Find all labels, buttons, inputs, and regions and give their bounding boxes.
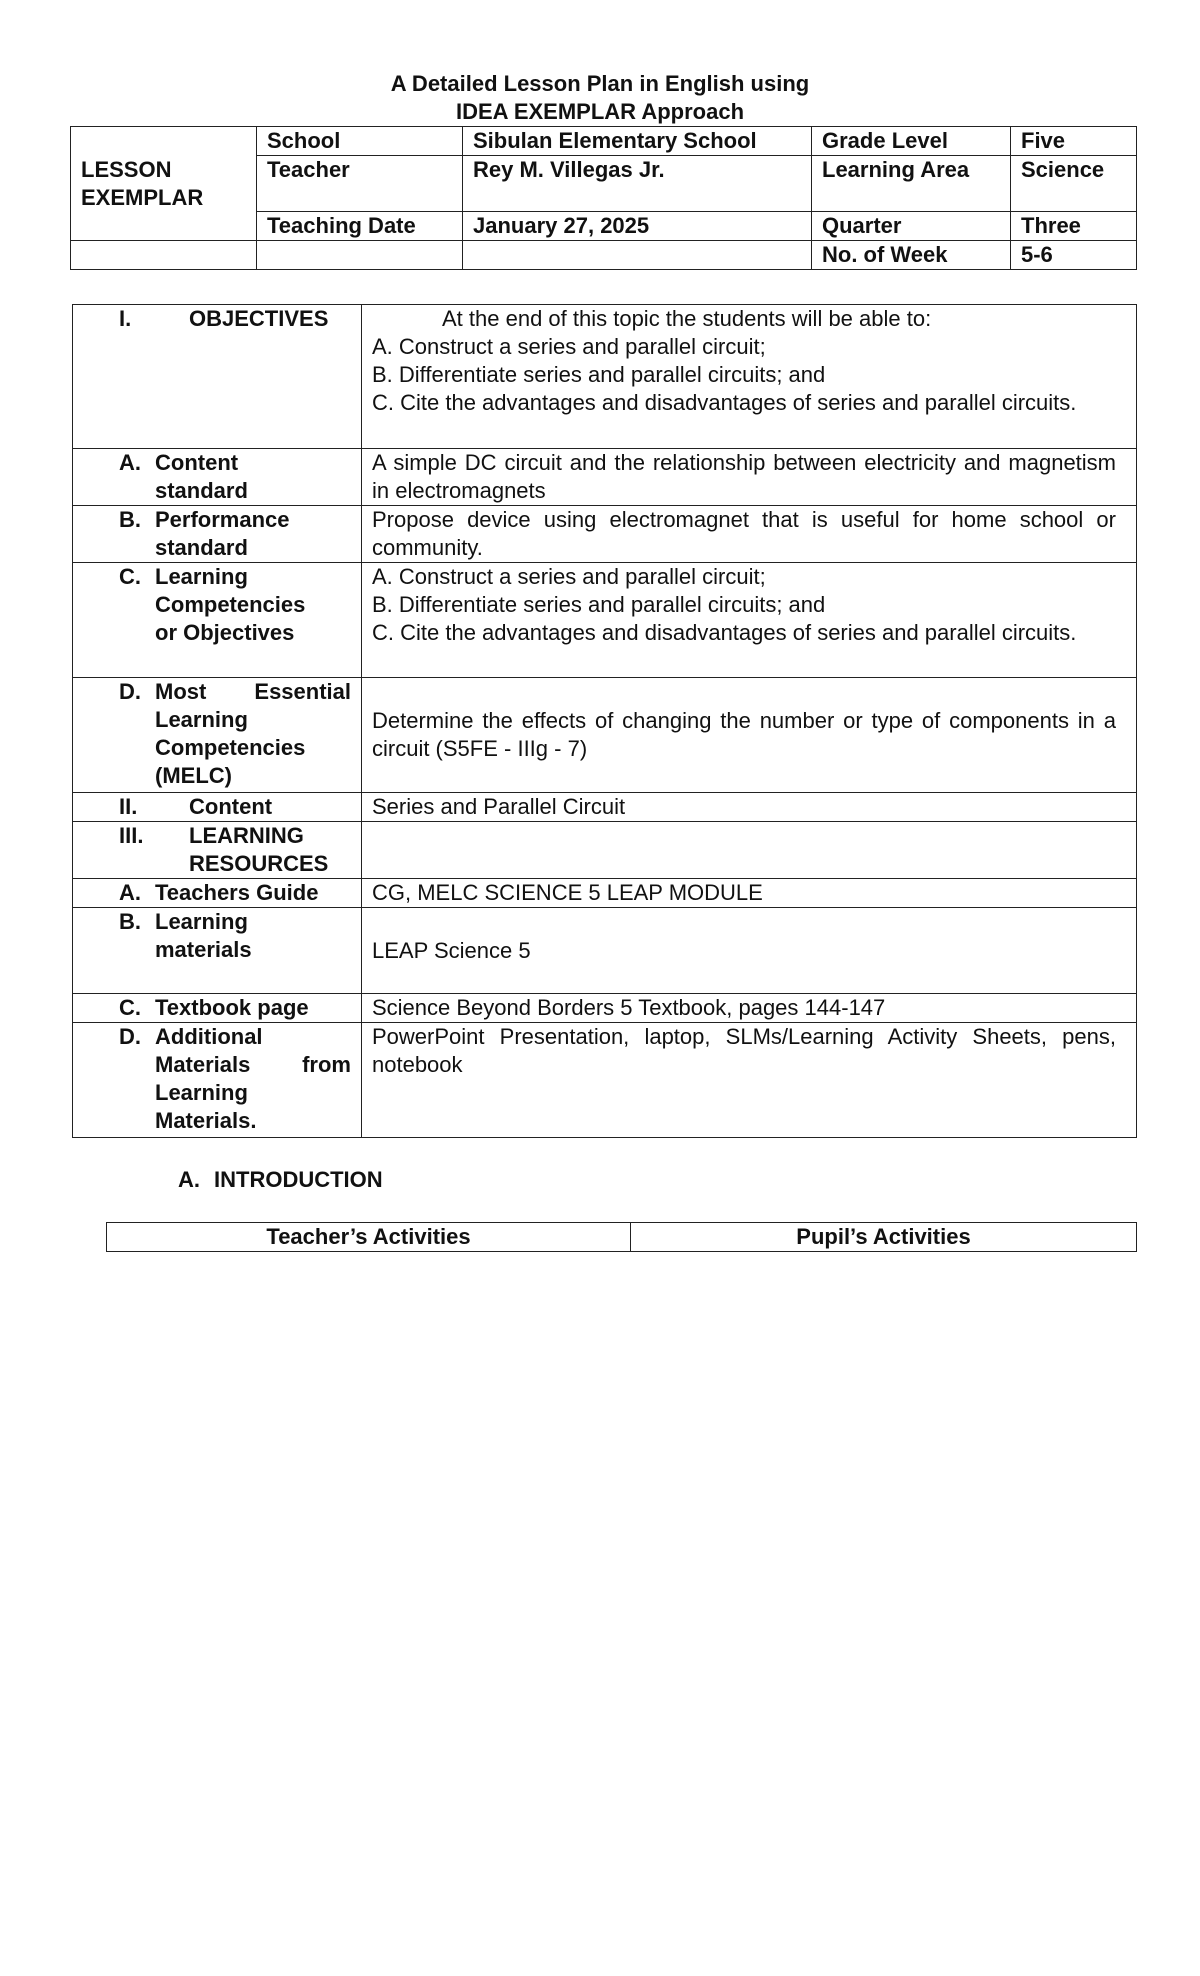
header-empty-cell bbox=[71, 241, 257, 270]
content-value: Series and Parallel Circuit bbox=[362, 793, 1137, 822]
learning-resources-label: III. LEARNING RESOURCES bbox=[73, 822, 362, 879]
teachers-guide-value: CG, MELC SCIENCE 5 LEAP MODULE bbox=[362, 879, 1137, 908]
school-label: School bbox=[257, 127, 463, 156]
content-standard-value: A simple DC circuit and the relationship between electricity and magnetism in electromagnets bbox=[362, 449, 1137, 506]
title-line-2: IDEA EXEMPLAR Approach bbox=[455, 99, 745, 124]
grade-level-label: Grade Level bbox=[812, 127, 1011, 156]
table-row bbox=[73, 506, 1137, 563]
no-of-week-value: 5-6 bbox=[1011, 241, 1137, 270]
table-row bbox=[73, 563, 1137, 678]
learning-competencies-label: C. Learning Competencies or Objectives bbox=[73, 563, 362, 678]
table-row bbox=[73, 994, 1137, 1023]
textbook-page-value: Science Beyond Borders 5 Textbook, pages 144-147 bbox=[362, 994, 1137, 1023]
learning-competencies-value: A. Construct a series and parallel circuit; B. Differentiate series and parallel circuits; and C. Cite the advantages and disadvantages of series and parallel circuits. bbox=[362, 563, 1137, 678]
teachers-activities-header: Teacher’s Activities bbox=[107, 1223, 631, 1252]
header-empty-cell bbox=[257, 241, 463, 270]
title-line-1: A Detailed Lesson Plan in English using bbox=[390, 71, 810, 96]
teachers-guide-label: A. Teachers Guide bbox=[73, 879, 362, 908]
school-value: Sibulan Elementary School bbox=[463, 127, 812, 156]
no-of-week-label: No. of Week bbox=[812, 241, 1011, 270]
learning-materials-value: LEAP Science 5 bbox=[362, 908, 1137, 994]
quarter-label: Quarter bbox=[812, 212, 1011, 241]
learning-materials-label: B. Learning materials bbox=[73, 908, 362, 994]
content-standard-label: A. Content standard bbox=[73, 449, 362, 506]
melc-label: D. Most Essential Learning Competencies (MELC) bbox=[73, 678, 362, 793]
table-row bbox=[107, 1223, 1137, 1252]
lesson-header-table bbox=[70, 126, 1137, 270]
additional-materials-label: D. Additional Materials from Learning Materials. bbox=[73, 1023, 362, 1138]
activities-table bbox=[106, 1222, 1137, 1252]
table-row bbox=[73, 793, 1137, 822]
table-row bbox=[73, 822, 1137, 879]
learning-area-label: Learning Area bbox=[812, 156, 1011, 212]
textbook-page-label: C. Textbook page bbox=[73, 994, 362, 1023]
page-title bbox=[0, 70, 1200, 126]
table-row bbox=[73, 908, 1137, 994]
lesson-plan-table bbox=[72, 304, 1137, 1138]
lesson-exemplar-label: LESSON EXEMPLAR bbox=[71, 127, 257, 241]
melc-value: Determine the effects of changing the number or type of components in a circuit (S5FE - IIIg - 7) bbox=[362, 678, 1137, 793]
teacher-value: Rey M. Villegas Jr. bbox=[463, 156, 812, 212]
quarter-value: Three bbox=[1011, 212, 1137, 241]
teaching-date-value: January 27, 2025 bbox=[463, 212, 812, 241]
grade-level-value: Five bbox=[1011, 127, 1137, 156]
pupils-activities-header: Pupil’s Activities bbox=[631, 1223, 1137, 1252]
table-row bbox=[73, 678, 1137, 793]
performance-standard-value: Propose device using electromagnet that is useful for home school or community. bbox=[362, 506, 1137, 563]
table-row bbox=[73, 449, 1137, 506]
teacher-label: Teacher bbox=[257, 156, 463, 212]
objectives-heading: I. OBJECTIVES bbox=[73, 305, 362, 449]
header-empty-cell bbox=[463, 241, 812, 270]
table-row bbox=[73, 1023, 1137, 1138]
learning-area-value: Science bbox=[1011, 156, 1137, 212]
learning-resources-value bbox=[362, 822, 1137, 879]
additional-materials-value: PowerPoint Presentation, laptop, SLMs/Learning Activity Sheets, pens, notebook bbox=[362, 1023, 1137, 1138]
performance-standard-label: B. Performance standard bbox=[73, 506, 362, 563]
objectives-value: At the end of this topic the students will be able to: A. Construct a series and parallel circuit; B. Differentiate series and parallel circuits; and C. Cite the advantages and disadvantages of series and parallel circuits. bbox=[362, 305, 1137, 449]
table-row bbox=[73, 305, 1137, 449]
introduction-heading: A. INTRODUCTION bbox=[178, 1167, 383, 1192]
teaching-date-label: Teaching Date bbox=[257, 212, 463, 241]
content-label: II. Content bbox=[73, 793, 362, 822]
table-row bbox=[73, 879, 1137, 908]
